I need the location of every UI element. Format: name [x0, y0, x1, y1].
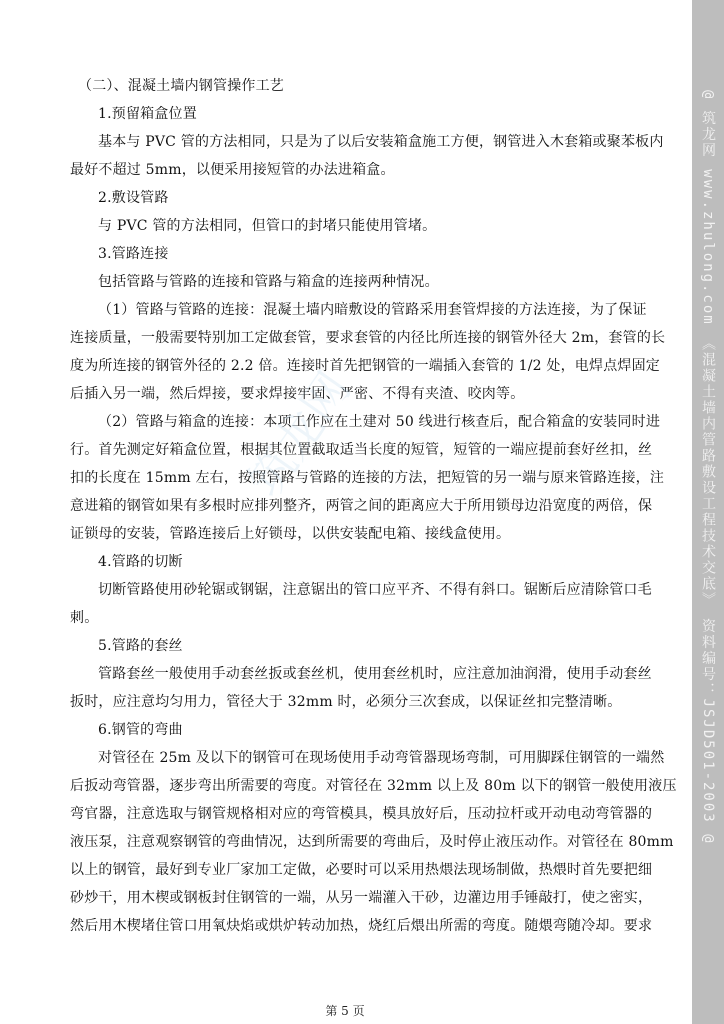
text-line: 行。首先测定好箱盒位置，根据其位置截取适当长度的短管，短管的一端应提前套好丝扣，丝	[70, 442, 653, 458]
text-line: 然后用木楔堵住管口用氧炔焰或烘炉转动加热，烧红后煨出所需的弯度。随煨弯随冷却。要求	[70, 918, 653, 934]
document-body	[70, 72, 677, 940]
text-line: 砂炒干，用木楔或钢板封住钢管的一端，从另一端灌入干砂，边灌边用手锤敲打，使之密实，	[70, 890, 653, 906]
sidebar-banner-text: @ 筑龙网 www.zhulong.com 《混凝土墙内管路敷设工程技术交底》 资料编号：JSJD501-2003 @	[700, 90, 716, 845]
text-line: 5.管路的套丝	[98, 638, 183, 654]
text-line: 证锁母的安装，管路连接后上好锁母，以供安装配电箱、接线盒使用。	[70, 526, 511, 542]
text-line: 弯官器，注意选取与钢管规格相对应的弯管模具，模具放好后，压动拉杆或开动电动弯管器的	[70, 806, 653, 822]
text-line: 对管径在 25m 及以下的钢管可在现场使用手动弯管器现场弯制，可用脚踩住钢管的一端然	[98, 750, 665, 766]
text-line: 最好不超过 5mm，以便采用接短管的办法进箱盒。	[70, 162, 395, 178]
text-line: 度为所连接的钢管外径的 2.2 倍。连接时首先把钢管的一端插入套管的 1/2 处，电焊点焊固定	[70, 358, 660, 374]
text-line: 扣的长度在 15mm 左右，按照管路与管路的连接的方法，把短管的另一端与原来管路连接，注	[70, 470, 665, 486]
text-line: 连接质量，一般需要特别加工定做套管，要求套管的内径比所连接的钢管外径大 2m，套管的长	[70, 330, 666, 346]
text-line: 切断管路使用砂轮锯或钢锯，注意锯出的管口应平齐、不得有斜口。锯断后应清除管口毛	[98, 582, 652, 598]
text-line: 刺。	[70, 610, 99, 626]
text-line: 管路套丝一般使用手动套丝扳或套丝机，使用套丝机时，应注意加油润滑，使用手动套丝	[98, 666, 652, 682]
text-line: 6.钢管的弯曲	[98, 722, 183, 738]
text-line: 后扳动弯管器，逐步弯出所需要的弯度。对管径在 32mm 以上及 80m 以下的钢管一般使用液压	[70, 778, 677, 794]
text-line: （1）管路与管路的连接：混凝土墙内暗敷设的管路采用套管焊接的方法连接，为了保证	[98, 302, 647, 318]
watermark: 筑龙网	[237, 362, 361, 507]
text-line: 以上的钢管，最好到专业厂家加工定做，必要时可以采用热煨法现场制做，热煨时首先要把细	[70, 862, 653, 878]
sidebar-banner	[692, 0, 724, 1024]
text-line: 4.管路的切断	[98, 554, 183, 570]
text-line: （二）、混凝土墙内钢管操作工艺	[78, 78, 284, 94]
text-line: 3.管路连接	[98, 246, 169, 262]
text-line: 后插入另一端，然后焊接，要求焊接牢固、严密、不得有夹渣、咬肉等。	[70, 386, 525, 402]
text-line: 基本与 PVC 管的方法相同，只是为了以后安装箱盒施工方便，钢管进入木套箱或聚苯板内	[98, 134, 664, 150]
text-line: 与 PVC 管的方法相同，但管口的封堵只能使用管堵。	[98, 218, 437, 234]
text-line: 扳时，应注意均匀用力，管径大于 32mm 时，必须分三次套成，以保证丝扣完整清晰。	[70, 694, 622, 710]
text-line: 2.敷设管路	[98, 190, 169, 206]
text-line: （2）管路与箱盒的连接：本项工作应在土建对 50 线进行核查后，配合箱盒的安装同时进	[98, 414, 661, 430]
text-line: 包括管路与管路的连接和管路与箱盒的连接两种情况。	[98, 274, 439, 290]
text-line: 意进箱的钢管如果有多根时应排列整齐，两管之间的距离应大于所用锁母边沿宽度的两倍，保	[70, 498, 653, 514]
text-line: 液压泵，注意观察钢管的弯曲情况，达到所需要的弯曲后，及时停止液压动作。对管径在 80mm	[70, 834, 674, 850]
page-number: 第 5 页	[325, 1004, 365, 1018]
text-line: 1.预留箱盒位置	[98, 106, 197, 122]
